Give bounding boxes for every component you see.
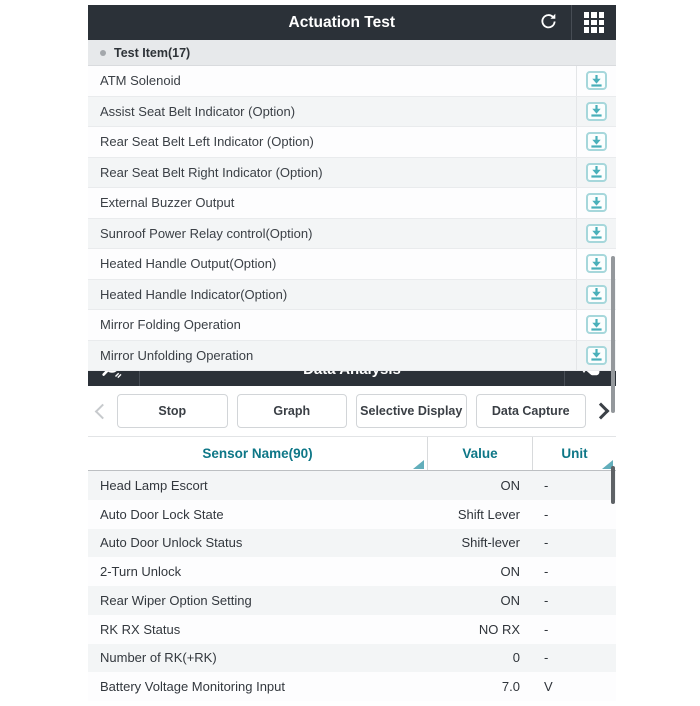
sensor-row[interactable] (88, 672, 616, 701)
column-header-unit[interactable] (533, 437, 616, 470)
refresh-icon (538, 11, 559, 35)
grid-menu-icon (584, 12, 605, 33)
page-title: Actuation Test (288, 13, 395, 31)
test-item-row[interactable] (88, 310, 616, 341)
unit-header-label: Unit (561, 446, 588, 461)
download-icon[interactable] (586, 102, 607, 121)
sensor-unit: - (544, 592, 549, 608)
test-item-action-cell (576, 249, 616, 279)
test-item-action-cell (576, 219, 616, 249)
column-header-value[interactable] (428, 437, 533, 470)
value-header-label: Value (462, 446, 498, 461)
test-item-action-cell (576, 127, 616, 157)
diagnostic-app (88, 5, 616, 701)
sensor-name: Battery Voltage Monitoring Input (100, 679, 286, 695)
action-button[interactable]: Selective Display (356, 394, 467, 428)
sensor-row[interactable] (88, 615, 616, 644)
test-item-row[interactable] (88, 280, 616, 311)
test-item-action-cell (576, 158, 616, 188)
test-list-scrollbar[interactable] (611, 256, 615, 413)
download-icon[interactable] (586, 285, 607, 304)
test-item-list (88, 66, 616, 363)
next-page-chevron-icon[interactable] (593, 403, 610, 420)
sensor-name: Auto Door Unlock Status (100, 535, 243, 551)
sensor-unit: - (544, 477, 549, 493)
test-item-row[interactable] (88, 188, 616, 219)
sensor-unit: - (544, 506, 549, 522)
download-icon[interactable] (586, 224, 607, 243)
sensor-row[interactable] (88, 644, 616, 673)
sensor-value: 0 (512, 650, 520, 666)
column-header-sensor-name[interactable] (88, 437, 428, 470)
sensor-value: ON (500, 592, 520, 608)
test-item-action-cell (576, 97, 616, 127)
action-button[interactable]: Graph (237, 394, 348, 428)
download-icon[interactable] (586, 315, 607, 334)
test-item-label: Rear Seat Belt Right Indicator (Option) (100, 164, 323, 180)
sensor-value: Shift Lever (457, 506, 520, 522)
test-item-row[interactable] (88, 66, 616, 97)
test-item-action-cell (576, 188, 616, 218)
sensor-row[interactable] (88, 529, 616, 558)
sensor-table-scrollbar[interactable] (611, 466, 615, 504)
test-item-label: Mirror Folding Operation (100, 317, 241, 333)
download-icon[interactable] (586, 193, 607, 212)
test-item-row[interactable] (88, 249, 616, 280)
sensor-unit: - (544, 564, 549, 580)
test-item-action-cell (576, 280, 616, 310)
test-item-row[interactable] (88, 127, 616, 158)
sensor-name: RK RX Status (100, 621, 181, 637)
sort-icon[interactable] (413, 460, 424, 469)
test-item-count-band (88, 40, 616, 66)
test-item-count-label: Test Item(17) (114, 45, 191, 60)
test-item-label: Heated Handle Output(Option) (100, 256, 277, 272)
test-item-label: Rear Seat Belt Left Indicator (Option) (100, 134, 314, 150)
data-analysis-toolbar (88, 386, 616, 436)
sensor-name: Number of RK(+RK) (100, 650, 217, 666)
sensor-name-header-label: Sensor Name(90) (202, 446, 313, 461)
bullet-icon (100, 50, 106, 56)
test-item-label: Assist Seat Belt Indicator (Option) (100, 103, 296, 119)
action-button-group (117, 394, 586, 428)
download-icon[interactable] (586, 71, 607, 90)
test-item-row[interactable] (88, 219, 616, 250)
sensor-value: NO RX (478, 621, 520, 637)
test-item-label: Sunroof Power Relay control(Option) (100, 225, 313, 241)
sensor-unit: V (544, 679, 553, 695)
test-item-row[interactable] (88, 341, 616, 372)
sensor-name: Head Lamp Escort (100, 477, 208, 493)
download-icon[interactable] (586, 346, 607, 365)
test-item-label: External Buzzer Output (100, 195, 235, 211)
sensor-row[interactable] (88, 586, 616, 615)
test-item-action-cell (576, 310, 616, 340)
sensor-row[interactable] (88, 557, 616, 586)
sensor-name: Rear Wiper Option Setting (100, 592, 252, 608)
sensor-value: ON (500, 564, 520, 580)
test-item-row[interactable] (88, 158, 616, 189)
sensor-row[interactable] (88, 500, 616, 529)
header-icon-group (526, 5, 617, 40)
sensor-name: 2-Turn Unlock (100, 564, 182, 580)
download-icon[interactable] (586, 254, 607, 273)
actuation-test-header (88, 5, 616, 40)
sensor-value: Shift-lever (461, 535, 520, 551)
sensor-table-body (88, 471, 616, 701)
sensor-row[interactable] (88, 471, 616, 500)
test-item-label: Mirror Unfolding Operation (100, 347, 254, 363)
sensor-name: Auto Door Lock State (100, 506, 224, 522)
sensor-value: ON (500, 477, 520, 493)
prev-page-chevron-icon[interactable] (95, 403, 111, 419)
test-item-label: ATM Solenoid (100, 73, 181, 89)
test-item-action-cell (576, 66, 616, 96)
sensor-unit: - (544, 650, 549, 666)
test-item-row[interactable] (88, 97, 616, 128)
refresh-button[interactable] (526, 5, 571, 40)
download-icon[interactable] (586, 163, 607, 182)
sensor-table-header (88, 436, 616, 471)
test-item-action-cell (576, 341, 616, 371)
sensor-value: 7.0 (501, 679, 520, 695)
test-item-label: Heated Handle Indicator(Option) (100, 286, 288, 302)
action-button[interactable]: Stop (117, 394, 228, 428)
download-icon[interactable] (586, 132, 607, 151)
grid-menu-button[interactable] (572, 5, 617, 40)
sensor-unit: - (544, 535, 549, 551)
action-button[interactable]: Data Capture (476, 394, 587, 428)
sensor-unit: - (544, 621, 549, 637)
